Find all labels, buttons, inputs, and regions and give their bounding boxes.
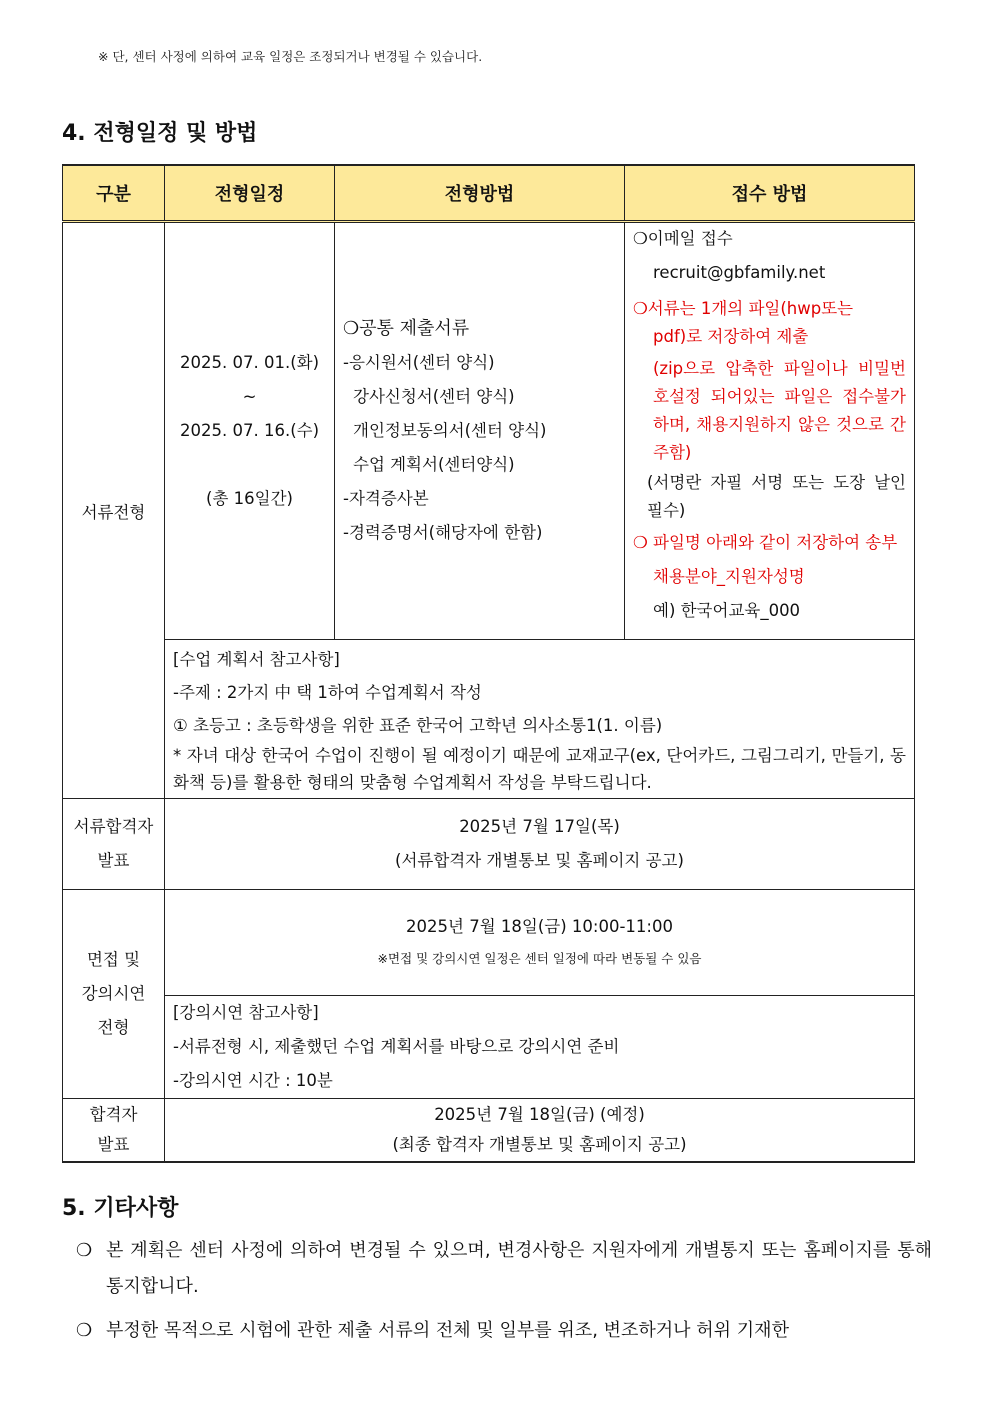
- etc-item-1-bullet: ❍: [76, 1240, 93, 1261]
- final-result-content: [165, 1099, 915, 1163]
- plan-note-title: [수업 계획서 참고사항]: [173, 649, 340, 669]
- receipt-filename-rule: ❍ 파일명 아래와 같이 저장하여 송부: [633, 533, 898, 552]
- interview-date: 2025년 7월 18일(금) 10:00-11:00: [406, 916, 673, 936]
- receipt-zip-note: (zip으로 압축한 파일이나 비밀번호설정 되어있는 파일은 접수불가하며, 채용지원하지 않은 것으로 간주함): [653, 359, 906, 462]
- doc-screening-schedule: [165, 222, 335, 640]
- method-privacy-consent: 개인정보동의서(센터 양식): [353, 421, 547, 440]
- method-career-certificate: -경력증명서(해당자에 한함): [343, 523, 543, 542]
- doc-screening-row: [63, 222, 915, 640]
- final-result-row: [63, 1099, 915, 1163]
- etc-item-1-text: 본 계획은 센터 사정에 의하여 변경될 수 있으며, 변경사항은 지원자에게 개별통지 또는 홈페이지를 통해 통지합니다.: [106, 1240, 932, 1297]
- method-lesson-plan: 수업 계획서(센터양식): [353, 455, 515, 474]
- plan-note-star: * 자녀 대상 한국어 수업이 진행이 될 예정이기 때문에 교재교구(ex, 단어카드, 그림그리기, 만들기, 동화책 등)를 활용한 형태의 맞춤형 수업계획서 작성을 부탁드립니다.: [173, 745, 906, 792]
- plan-note-topic: -주제 : 2가지 中 택 1하여 수업계획서 작성: [173, 682, 482, 702]
- final-result-category-2: 발표: [97, 1135, 130, 1154]
- section4-title: 4. 전형일정 및 방법: [62, 121, 258, 146]
- interview-row: [63, 890, 915, 996]
- doc-screening-category: 서류전형: [63, 222, 165, 799]
- demo-note-1: -서류전형 시, 제출했던 수업 계획서를 바탕으로 강의시연 준비: [173, 1037, 620, 1056]
- etc-item-2: [76, 1313, 932, 1349]
- header-category: 구분: [63, 165, 165, 222]
- method-application-form: -응시원서(센터 양식): [343, 353, 495, 372]
- schedule-tilde: ~: [242, 387, 257, 406]
- receipt-filename-format: 채용분야_지원자성명: [653, 567, 805, 586]
- final-result-category-1: 합격자: [89, 1105, 138, 1124]
- receipt-sign-note: (서명란 자필 서명 또는 도장 날인 필수): [647, 473, 906, 520]
- receipt-file-rule-2: pdf)로 저장하여 제출: [653, 327, 809, 346]
- interview-category: [63, 890, 165, 1099]
- interview-category-1: 면접 및: [86, 950, 141, 969]
- lesson-plan-note: [165, 640, 915, 799]
- final-result-category: [63, 1099, 165, 1163]
- schedule-end: 2025. 07. 16.(수): [179, 421, 320, 440]
- method-common-docs: ❍공통 제출서류: [343, 318, 470, 339]
- schedule-table: [62, 164, 915, 1163]
- doc-result-date: 2025년 7월 17일(목): [459, 817, 620, 836]
- receipt-file-rule-1: ❍서류는 1개의 파일(hwp또는: [633, 299, 854, 318]
- interview-category-2: 강의시연: [81, 984, 146, 1003]
- doc-screening-receipt: [625, 222, 915, 640]
- interview-schedule: [165, 890, 915, 996]
- header-method: 전형방법: [335, 165, 625, 222]
- doc-result-category-1: 서류합격자: [73, 817, 154, 836]
- receipt-filename-example: 예) 한국어교육_000: [653, 601, 801, 620]
- etc-item-2-bullet: ❍: [76, 1320, 93, 1341]
- method-certificate: -자격증사본: [343, 489, 429, 508]
- doc-result-row: [63, 799, 915, 890]
- doc-result-note: (서류합격자 개별통보 및 홈페이지 공고): [395, 851, 684, 870]
- doc-result-category-2: 발표: [97, 851, 130, 870]
- plan-note-item1: ① 초등고 : 초등학생을 위한 표준 한국어 고학년 의사소통1(1. 이름): [173, 715, 663, 735]
- demo-note: [165, 996, 915, 1099]
- doc-result-category: [63, 799, 165, 890]
- interview-category-3: 전형: [97, 1018, 130, 1037]
- schedule-total-days: (총 16일간): [206, 489, 293, 508]
- method-instructor-form: 강사신청서(센터 양식): [353, 387, 515, 406]
- doc-result-content: [165, 799, 915, 890]
- demo-note-title: [강의시연 참고사항]: [173, 1003, 319, 1022]
- final-result-date: 2025년 7월 18일(금) (예정): [434, 1105, 645, 1124]
- section5-title: 5. 기타사항: [62, 1196, 179, 1221]
- demo-note-2: -강의시연 시간 : 10분: [173, 1071, 333, 1090]
- schedule-start: 2025. 07. 01.(화): [179, 353, 320, 372]
- top-note: ※ 단, 센터 사정에 의하여 교육 일정은 조정되거나 변경될 수 있습니다.: [98, 49, 483, 64]
- lesson-plan-note-row: [63, 640, 915, 799]
- receipt-email-address: recruit@gbfamily.net: [653, 263, 826, 282]
- header-receipt: 접수 방법: [625, 165, 915, 222]
- receipt-email-label: ❍이메일 접수: [633, 229, 733, 248]
- etc-item-2-text: 부정한 목적으로 시험에 관한 제출 서류의 전체 및 일부를 위조, 변조하거나 허위 기재한: [106, 1320, 789, 1341]
- demo-note-row: [63, 996, 915, 1099]
- final-result-note: (최종 합격자 개별통보 및 홈페이지 공고): [392, 1135, 687, 1154]
- interview-note: ※면접 및 강의시연 일정은 센터 일정에 따라 변동될 수 있음: [377, 950, 702, 966]
- table-header-row: [63, 165, 915, 222]
- header-schedule: 전형일정: [165, 165, 335, 222]
- etc-item-1: [76, 1233, 932, 1305]
- doc-screening-method: [335, 222, 625, 640]
